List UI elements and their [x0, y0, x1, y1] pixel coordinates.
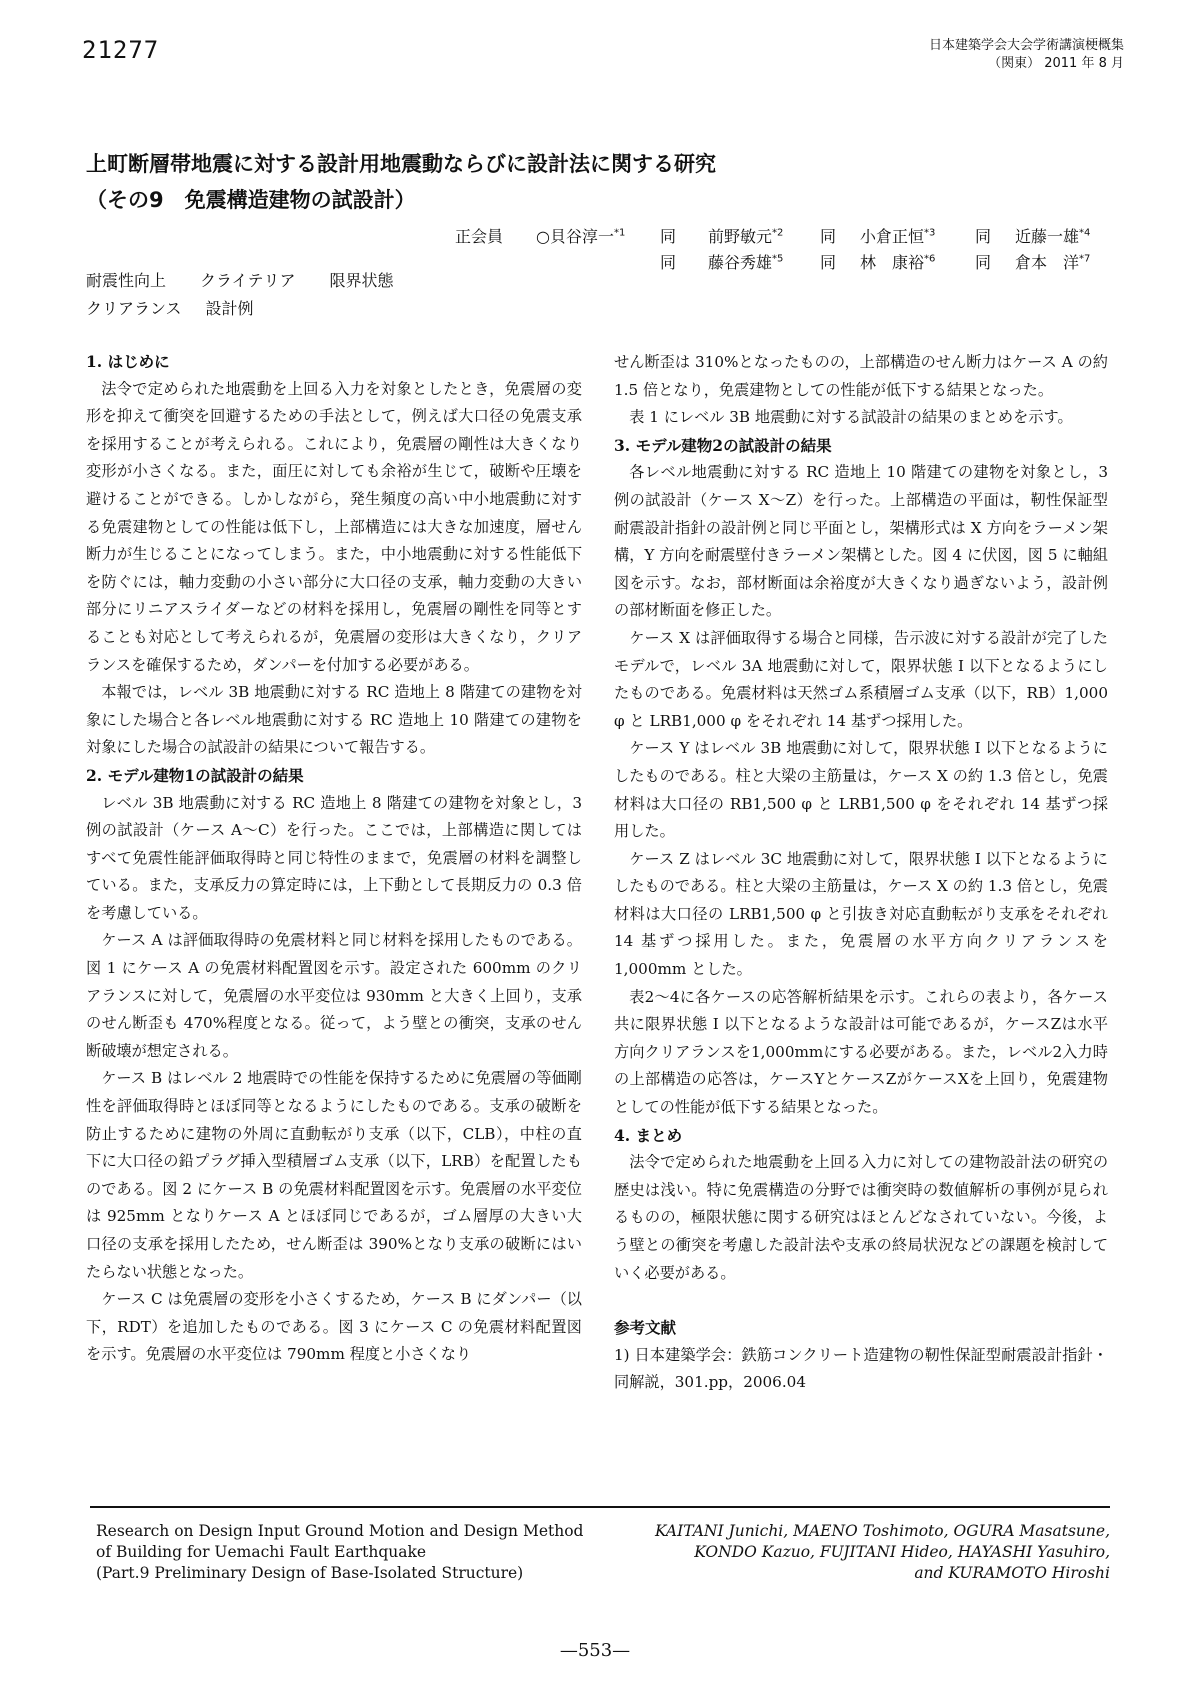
keywords-row-2 [86, 296, 278, 319]
english-title-line: Research on Design Input Ground Motion and Design Method [96, 1522, 584, 1540]
references-heading: 参考文献 [614, 1318, 677, 1338]
paragraph: 法令で定められた地震動を上回る入力を対象としたとき，免震層の変形を抑えて衝突を回避するための手法として，例えば大口径の免震支承を採用することが考えられる。これにより，免震層の剛性は大きくなり変形が小さくなる。また，面圧に対しても余裕が生じて，破断や圧壊を避けることができる。しかしながら，発生頻度の高い中小地震動に対する免震建物としての性能は低下し，上部構造には大きな加速度，層せん断力が生じることになってしまう。また，中小地震動に対する性能低下を防ぐには，軸力変動の小さい部分に大口径の支承，軸力変動の大きい部分にリニアスライダーなどの材料を採用し，免震層の剛性を同等とすることも対応として考えられるが，免震層の変形は大きくなり，クリアランスを確保するため，ダンパーを付加する必要がある。 [86, 379, 582, 674]
left-column [86, 348, 582, 1369]
english-authors-line: and KURAMOTO Hiroshi [914, 1564, 1110, 1582]
footer-divider [90, 1506, 1110, 1508]
author-prefix: 同 [660, 227, 677, 246]
keyword: 設計例 [205, 299, 254, 318]
english-authors-line: KAITANI Junichi, MAENO Toshimoto, OGURA Masatsune, [654, 1522, 1110, 1540]
paragraph: 各レベル地震動に対する RC 造地上 10 階建ての建物を対象とし，3 例の試設計（ケース X〜Z）を行った。上部構造の平面は，靭性保証型耐震設計指針の設計例と同じ平面とし，架構形式は X 方向をラーメン架構，Y 方向を耐震壁付きラーメン架構とした。図 4 に伏図，図 5 に軸組図を示す。なお，部材断面は余裕度が大きくなり過ぎないよう，設計例の部材断面を修正した。 [614, 463, 1108, 620]
author: 林 康裕$^{*6}$ [860, 253, 936, 272]
author-prefix: 同 [660, 253, 677, 272]
section-heading: 3. モデル建物2の試設計の結果 [614, 435, 832, 455]
english-title-line: of Building for Uemachi Fault Earthquake [96, 1543, 427, 1561]
author-prefix: 同 [975, 253, 992, 272]
page-number: —553— [559, 1640, 631, 1661]
keyword: クリアランス [86, 299, 182, 318]
author: 前野敏元$^{*2}$ [708, 227, 784, 246]
keyword: クライテリア [200, 271, 296, 290]
right-column [614, 349, 1108, 1397]
paragraph: ケース X は評価取得する場合と同様，告示波に対する設計が完了したモデルで，レベル 3A 地震動に対して，限界状態 I 以下となるようにしたものである。免震材料は天然ゴム系積層ゴム支承（以下，RB）1,000 φ と LRB1,000 φ をそれぞれ 14 基ずつ採用した。 [614, 628, 1108, 730]
section-heading: 4. まとめ [614, 1125, 683, 1145]
paper-id: 21277 [82, 36, 160, 64]
paragraph: ケース A は評価取得時の免震材料と同じ材料を採用したものである。図 1 にケース A の免震材料配置図を示す。設定された 600mm のクリアランスに対して，免震層の水平変位は 930mm と大きく上回り，支承のせん断歪も 470%程度となる。従って，よう壁との衝突，支承のせん断破壊が想定される。 [86, 931, 582, 1060]
paragraph: ケース Z はレベル 3C 地震動に対して，限界状態 I 以下となるようにしたものである。柱と大梁の主筋量は，ケース X の約 1.3 倍とし，免震材料は大口径の LRB1,500 φ と引抜き対応直動転がり支承をそれぞれ 14 基ずつ採用した。また，免震層の水平方向クリアランスを 1,000mm とした。 [614, 849, 1108, 979]
author: 小倉正恒$^{*3}$ [860, 227, 936, 246]
paragraph: レベル 3B 地震動に対する RC 造地上 8 階建ての建物を対象とし，3 例の試設計（ケース A〜C）を行った。ここでは，上部構造に関してはすべて免震性能評価取得時と同じ特性のままで，免震層の材料を調整している。また，支承反力の算定時には，上下動として長期反力の 0.3 倍を考慮している。 [86, 793, 582, 922]
author-prefix: 同 [820, 227, 837, 246]
paragraph: ケース Y はレベル 3B 地震動に対して，限界状態 I 以下となるようにしたものである。柱と大梁の主筋量は，ケース X の約 1.3 倍とし，免震材料は大口径の RB1,500 φ と LRB1,500 φ をそれぞれ 14 基ずつ採用した。 [614, 739, 1108, 841]
conference-date: （関東） 2011 年 8 月 [988, 56, 1124, 71]
reference-item: 1) 日本建築学会：鉄筋コンクリート造建物の靭性保証型耐震設計指針・同解説，301.pp，2006.04 [614, 1345, 1108, 1392]
conference-name: 日本建築学会大会学術講演梗概集 [928, 38, 1124, 53]
paper-title: 上町断層帯地震に対する設計用地震動ならびに設計法に関する研究 [86, 152, 716, 176]
paragraph: 法令で定められた地震動を上回る入力に対しての建物設計法の研究の歴史は浅い。特に免震構造の分野では衝突時の数値解析の事例が見られるものの，極限状態に関する研究はほとんどなされていない。今後，よう壁との衝突を考慮した設計法や支承の終局状況などの課題を検討していく必要がある。 [614, 1153, 1108, 1282]
membership-label: 正会員 [455, 227, 504, 246]
section-heading: 1. はじめに [86, 352, 170, 371]
authors-row-1 [0, 224, 1190, 248]
paragraph: 表2〜4に各ケースの応答解析結果を示す。これらの表より，各ケース共に限界状態 I 以下となるような設計は可能であるが，ケースZは水平方向クリアランスを1,000mmにする必要がある。また，レベル2入力時の上部構造の応答は，ケースYとケースZがケースXを上回り，免震建物としての性能が低下する結果となった。 [614, 987, 1108, 1117]
paragraph: 本報では，レベル 3B 地震動に対する RC 造地上 8 階建ての建物を対象にした場合と各レベル地震動に対する RC 造地上 10 階建ての建物を対象にした場合の試設計の結果について報告する。 [86, 683, 582, 757]
keywords-row-1 [86, 268, 428, 291]
paragraph: ケース C は免震層の変形を小さくするため，ケース B にダンパー（以下，RDT）を追加したものである。図 3 にケース C の免震材料配置図を示す。免震層の水平変位は 790mm 程度と小さくなり [86, 1290, 582, 1364]
author: ○貝谷淳一$^{*1}$ [536, 227, 626, 246]
paragraph: ケース B はレベル 2 地震時での性能を保持するために免震層の等価剛性を評価取得時とほぼ同等となるようにしたものである。支承の破断を防止するために建物の外周に直動転がり支承（以下，CLB），中柱の直下に大口径の鉛プラグ挿入型積層ゴム支承（以下，LRB）を配置したものである。図 2 にケース B の免震材料配置図を示す。免震層の水平変位は 925mm となりケース A とほぼ同じであるが，ゴム層厚の大きい大口径の支承を採用したため，せん断歪は 390%となり支承の破断にはいたらない状態となった。 [86, 1069, 582, 1281]
section-heading: 2. モデル建物1の試設計の結果 [86, 765, 304, 785]
author: 倉本 洋$^{*7}$ [1015, 253, 1091, 272]
english-title [96, 1521, 616, 1584]
keyword: 耐震性向上 [86, 271, 167, 290]
author: 近藤一雄$^{*4}$ [1015, 227, 1091, 246]
author-prefix: 同 [975, 227, 992, 246]
keyword: 限界状態 [329, 271, 394, 290]
author: 藤谷秀雄$^{*5}$ [708, 253, 784, 272]
english-authors [610, 1521, 1110, 1584]
author-prefix: 同 [820, 253, 837, 272]
english-title-line: (Part.9 Preliminary Design of Base-Isolated Structure) [96, 1564, 524, 1582]
english-authors-line: KONDO Kazuo, FUJITANI Hideo, HAYASHI Yasuhiro, [694, 1543, 1110, 1561]
paragraph: 表 1 にレベル 3B 地震動に対する試設計の結果のまとめを示す。 [629, 408, 1073, 427]
paper-subtitle: （その9 免震構造建物の試設計） [86, 188, 416, 212]
paragraph: せん断歪は 310%となったものの，上部構造のせん断力はケース A の約 1.5 倍となり，免震建物としての性能が低下する結果となった。 [614, 353, 1108, 399]
